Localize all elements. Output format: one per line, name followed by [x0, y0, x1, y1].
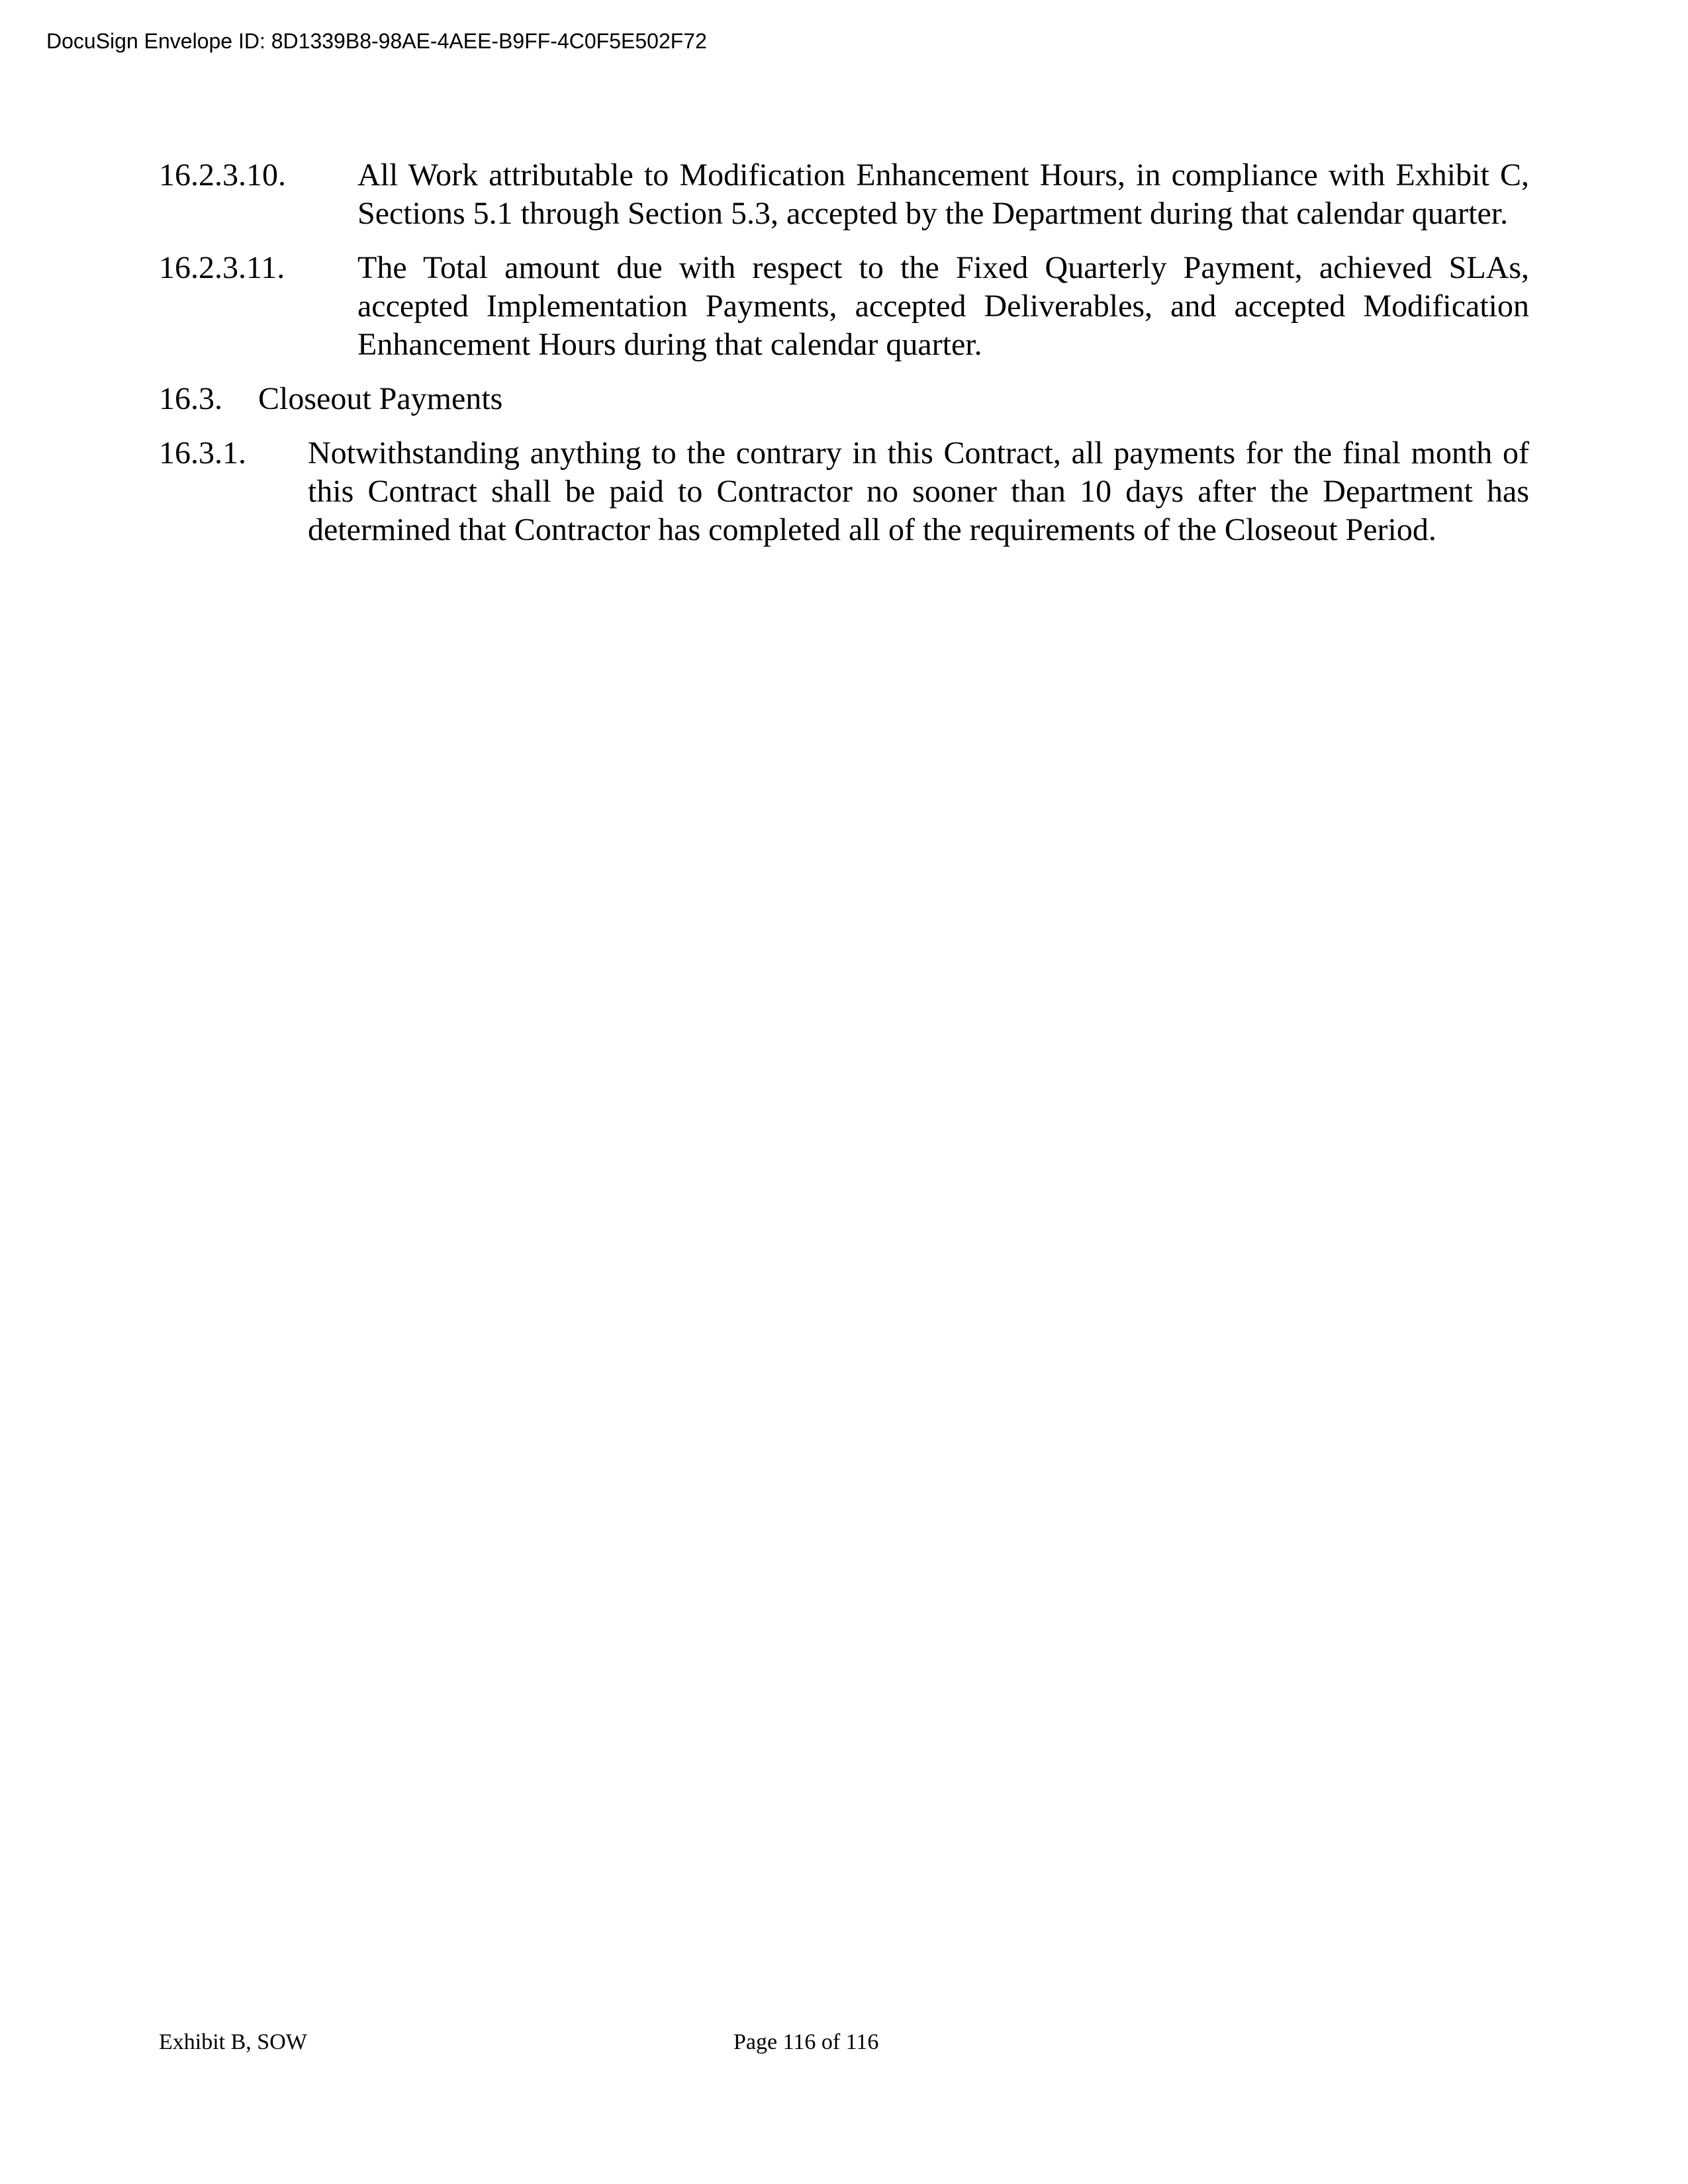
section-title: Closeout Payments: [258, 381, 503, 416]
paragraph-text: The Total amount due with respect to the Fixed Quarterly Payment, achieved SLAs, accepted Implementation Payments, accepted Deliverables, and accepted Modification Enhancement Hours during that calendar quarter.: [357, 250, 1529, 362]
section-heading-16-3: [159, 380, 1529, 418]
paragraph-number: 16.3.1.: [159, 435, 246, 471]
paragraph-number: 16.2.3.11.: [159, 250, 285, 285]
paragraph-number: 16.2.3.10.: [159, 158, 286, 193]
paragraph-text: Notwithstanding anything to the contrary in this Contract, all payments for the final month of this Contract shall be paid to Contractor no sooner than 10 days after the Department has determined that Contractor has completed all of the requirements of the Closeout Period.: [308, 435, 1529, 547]
paragraph-16-2-3-10: [159, 156, 1529, 233]
footer-page-number: Page 116 of 116: [733, 2030, 879, 2054]
docusign-envelope-id: DocuSign Envelope ID: 8D1339B8-98AE-4AEE-B9FF-4C0F5E502F72: [46, 29, 707, 53]
footer-document-name: Exhibit B, SOW: [159, 2030, 307, 2054]
paragraph-16-2-3-11: [159, 249, 1529, 364]
paragraph-text: All Work attributable to Modification Enhancement Hours, in compliance with Exhibit C, Sections 5.1 through Section 5.3, accepted by the Department during that calendar quarter.: [357, 158, 1529, 231]
paragraph-16-3-1: [159, 434, 1529, 549]
document-body: [159, 156, 1529, 565]
section-number: 16.3.: [159, 381, 222, 416]
